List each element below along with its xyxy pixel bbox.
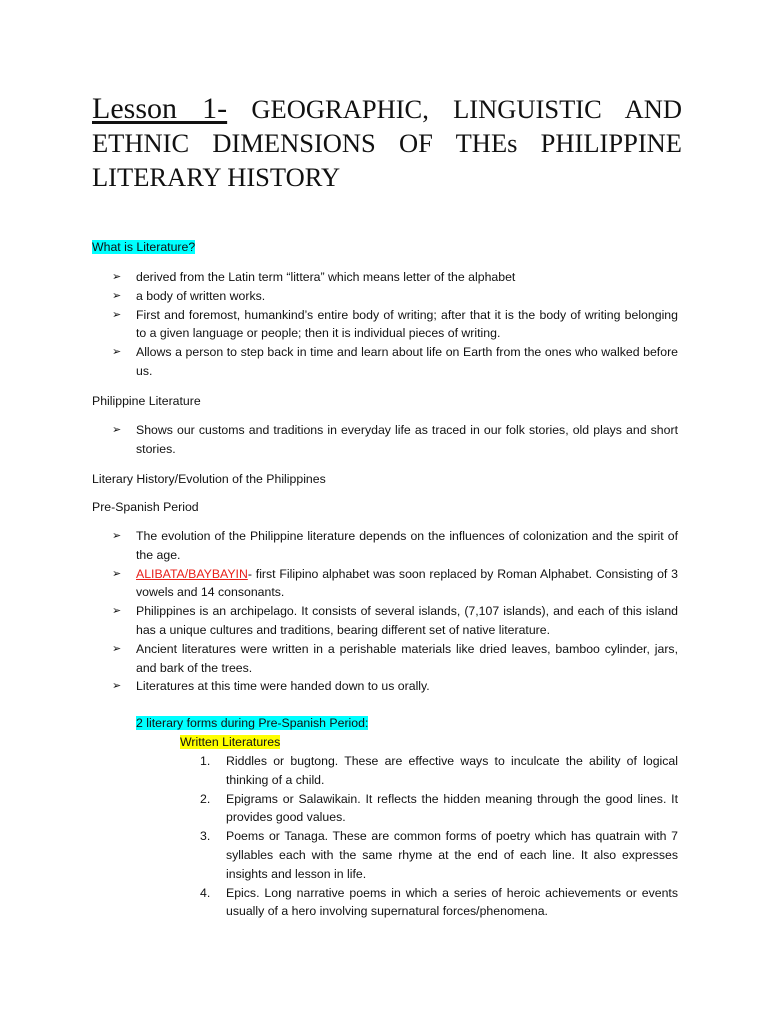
what-is-literature-heading — [92, 238, 195, 257]
list-item-text: Epics. Long narrative poems in which a series of heroic achievements or events usually of a hero involving supernatural forces/phenomena. — [226, 885, 678, 919]
arrow-bullet-icon: ➢ — [112, 642, 122, 655]
list-number: 4. — [200, 885, 211, 900]
list-item-text: Poems or Tanaga. These are common forms of poetry which has quatrain with 7 syllables each with the same rhyme at the end of each line. It also expresses insights and lesson in life. — [226, 829, 678, 881]
list-item — [112, 602, 678, 640]
list-item — [200, 827, 678, 883]
what-is-literature-list — [112, 268, 678, 381]
list-item — [112, 677, 678, 696]
list-item-text: Ancient literatures were written in a perishable materials like dried leaves, bamboo cylinder, jars, and bark of the trees. — [136, 641, 678, 675]
philippine-literature-list — [112, 421, 678, 459]
literary-history-heading: Literary History/Evolution of the Philippines — [92, 472, 326, 486]
list-item — [200, 790, 678, 828]
list-number: 1. — [200, 754, 211, 768]
list-item-text: First and foremost, humankind’s entire body of writing; after that it is the body of writing belonging to a given language or people; then it is individual pieces of writing. — [136, 307, 678, 341]
list-item-text: Riddles or bugtong. These are effective ways to inculcate the ability of logical thinking of a child. — [226, 754, 678, 787]
list-item-text: Allows a person to step back in time and learn about life on Earth from the ones who walked before us. — [136, 345, 678, 378]
list-item-text: - first Filipino alphabet was soon replaced by Roman Alphabet. Consisting of 3 vowels and 14 consonants. — [136, 566, 678, 600]
list-item — [112, 268, 678, 287]
list-item-text: a body of written works. — [136, 288, 266, 303]
pre-spanish-heading: Pre-Spanish Period — [92, 500, 199, 514]
arrow-bullet-icon: ➢ — [112, 530, 122, 542]
what-is-literature-highlight: What is Literature? — [92, 240, 196, 254]
list-item-text: The evolution of the Philippine literature depends on the influences of colonization and the spirit of the age. — [136, 529, 678, 562]
arrow-bullet-icon: ➢ — [112, 308, 122, 321]
arrow-bullet-icon: ➢ — [112, 567, 122, 580]
alibata-baybayin-term: ALIBATA/BAYBAYIN — [136, 566, 248, 581]
list-number: 2. — [200, 791, 211, 806]
list-item — [112, 306, 678, 344]
list-item — [200, 752, 678, 790]
literary-forms-highlight: 2 literary forms during Pre-Spanish Period: — [136, 716, 369, 730]
written-literatures-highlight: Written Literatures — [180, 735, 281, 749]
list-item-text: Shows our customs and traditions in everyday life as traced in our folk stories, old plays and short stories. — [136, 423, 678, 456]
list-item — [112, 640, 678, 678]
arrow-bullet-icon: ➢ — [112, 424, 122, 436]
arrow-bullet-icon: ➢ — [112, 605, 122, 618]
list-item-text: Philippines is an archipelago. It consists of several islands, (7,107 islands), and each of this island has a unique cultures and traditions, bearing different set of native literature. — [136, 604, 678, 637]
list-item — [112, 565, 678, 603]
title-line-3: LITERARY HISTORY — [92, 162, 341, 192]
list-item-text: Literatures at this time were handed down to us orally. — [136, 679, 430, 694]
written-literatures-heading — [180, 733, 280, 752]
literary-forms-heading — [136, 714, 368, 733]
arrow-bullet-icon: ➢ — [112, 271, 122, 283]
lesson-number: Lesson 1- — [92, 92, 228, 125]
pre-spanish-list — [112, 527, 678, 696]
title-line-1 — [92, 92, 682, 126]
list-item — [200, 884, 678, 922]
list-number: 3. — [200, 829, 211, 844]
list-item — [112, 287, 678, 306]
list-item — [112, 343, 678, 381]
list-item-text: Epigrams or Salawikain. It reflects the hidden meaning through the good lines. It provides good values. — [226, 791, 678, 825]
title-line-1-text: GEOGRAPHIC, LINGUISTIC AND — [227, 94, 682, 124]
list-item — [112, 527, 678, 565]
arrow-bullet-icon: ➢ — [112, 346, 122, 359]
lesson-title — [92, 92, 682, 194]
philippine-literature-heading: Philippine Literature — [92, 394, 201, 408]
list-item — [112, 421, 678, 459]
arrow-bullet-icon: ➢ — [112, 680, 122, 693]
title-line-2: ETHNIC DIMENSIONS OF THEs PHILIPPINE — [92, 128, 682, 158]
arrow-bullet-icon: ➢ — [112, 289, 122, 302]
written-literatures-list — [200, 752, 678, 921]
list-item-text: derived from the Latin term “littera” which means letter of the alphabet — [136, 270, 516, 284]
